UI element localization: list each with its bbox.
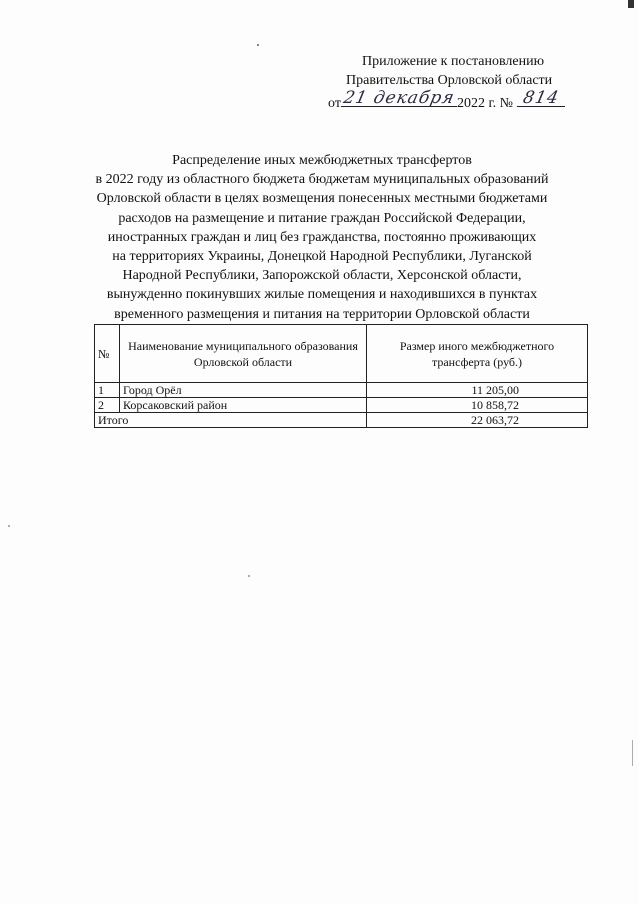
- header-amount: Размер иного межбюджетного трансферта (руб.): [367, 325, 588, 383]
- appendix-line-2: Правительства Орловской области: [346, 73, 553, 88]
- row-num: 2: [95, 398, 120, 413]
- table-row: [95, 383, 588, 398]
- title-line: вынужденно покинувших жилые помещения и находившихся в пунктах: [106, 287, 538, 303]
- date-blank: [341, 90, 457, 107]
- title-line: иностранных граждан и лиц без гражданства, постоянно проживающих: [107, 229, 537, 245]
- scan-speck: [632, 740, 633, 766]
- row-name: Город Орёл: [120, 383, 367, 398]
- title-line: Орловской области в целях возмещения понесенных местными бюджетами: [96, 191, 548, 207]
- document-title: [70, 151, 574, 324]
- row-amount: 11 205,00: [367, 383, 588, 398]
- scan-speck: [8, 525, 10, 527]
- header-name: Наименование муниципального образования Орловской области: [120, 325, 367, 383]
- scan-speck: [248, 575, 250, 577]
- from-label: от: [328, 96, 341, 111]
- scan-speck: [628, 0, 634, 8]
- transfer-table: [94, 324, 588, 428]
- title-line: временного размещения и питания на территории Орловской области: [114, 306, 530, 322]
- header-num: №: [95, 325, 120, 383]
- total-row: [95, 413, 588, 428]
- handwritten-number: 814: [521, 88, 561, 108]
- title-line: на территориях Украины, Донецкой Народной Республики, Луганской: [112, 249, 532, 265]
- number-blank: [517, 90, 565, 107]
- title-line: в 2022 году из областного бюджета бюджетам муниципальных образований: [95, 172, 549, 188]
- appendix-block: [300, 52, 590, 113]
- title-line: Народной Республики, Запорожской области, Херсонской области,: [122, 268, 522, 284]
- total-amount: 22 063,72: [367, 413, 588, 428]
- appendix-line-1: Приложение к постановлению: [362, 54, 545, 69]
- year-label: 2022 г. №: [456, 96, 513, 111]
- row-name: Корсаковский район: [120, 398, 367, 413]
- appendix-date-line: [300, 90, 590, 113]
- title-line: расходов на размещение и питание граждан Российской Федерации,: [118, 210, 526, 226]
- row-amount: 10 858,72: [367, 398, 588, 413]
- handwritten-date: 21 декабря: [341, 88, 457, 108]
- row-num: 1: [95, 383, 120, 398]
- total-label: Итого: [95, 413, 367, 428]
- title-line: Распределение иных межбюджетных трансфертов: [172, 153, 472, 168]
- table-header-row: [95, 325, 588, 383]
- table-row: [95, 398, 588, 413]
- scan-speck: [257, 44, 259, 46]
